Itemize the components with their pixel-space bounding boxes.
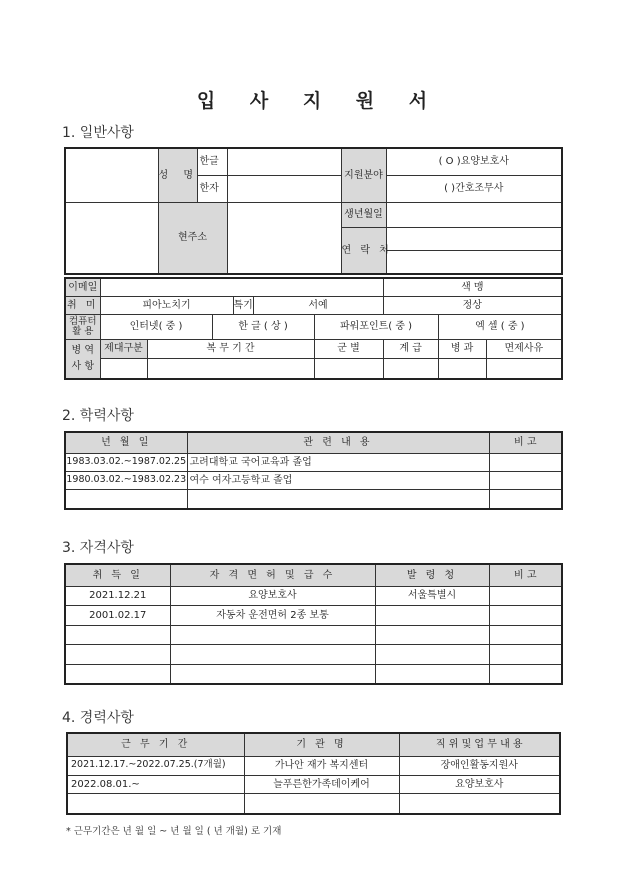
color-vision-label: 색 맹: [383, 278, 562, 296]
license-row-1-date[interactable]: 2021.12.21: [65, 586, 170, 605]
computer-skills-label: 컴퓨터 활 용: [65, 314, 100, 339]
career-header-org: 기 관 명: [244, 733, 399, 756]
license-row-4-remarks[interactable]: [489, 644, 562, 664]
section-title-general: 1. 일반사항: [62, 125, 134, 141]
education-row-2-remarks[interactable]: [489, 471, 562, 489]
license-row-3-issuer[interactable]: [375, 625, 489, 644]
apply-field-label: 지원분야: [341, 148, 386, 202]
license-row-2-remarks[interactable]: [489, 605, 562, 625]
apply-option-caregiver[interactable]: ( O )요양보호사: [386, 148, 562, 175]
license-row-3-date[interactable]: [65, 625, 170, 644]
skill-value[interactable]: 서예: [253, 296, 383, 314]
license-row-5-name[interactable]: [170, 664, 375, 684]
education-row-3-content[interactable]: [187, 489, 489, 509]
hanja-label: 한자: [197, 175, 227, 202]
education-row-1-content[interactable]: 고려대학교 국어교육과 졸업: [187, 453, 489, 471]
excel-skill[interactable]: 엑 셀 ( 중 ): [438, 314, 562, 339]
contact-label: 연 락 처: [341, 227, 386, 274]
section-title-career: 4. 경력사항: [62, 710, 134, 726]
education-header-date: 년 월 일: [65, 432, 187, 453]
license-row-1-remarks[interactable]: [489, 586, 562, 605]
license-row-4-date[interactable]: [65, 644, 170, 664]
military-header-rank: 계 급: [383, 339, 438, 358]
email-label: 이메일: [65, 278, 100, 296]
photo-box[interactable]: [65, 148, 158, 202]
contact-field-1[interactable]: [386, 227, 562, 250]
education-row-2-date[interactable]: 1980.03.02.~1983.02.23: [65, 471, 187, 489]
career-row-2-period[interactable]: 2022.08.01.~: [67, 775, 244, 793]
photo-box-lower: [65, 202, 158, 274]
career-row-3-period[interactable]: [67, 793, 244, 814]
license-row-5-date[interactable]: [65, 664, 170, 684]
license-row-3-name[interactable]: [170, 625, 375, 644]
powerpoint-skill[interactable]: 파워포인트( 중 ): [314, 314, 438, 339]
email-field[interactable]: [100, 278, 383, 296]
apply-option-nurse-aide[interactable]: ( )간호조무사: [386, 175, 562, 202]
hangul-name-field[interactable]: [227, 148, 341, 175]
section-title-education: 2. 학력사항: [62, 408, 134, 424]
license-header-issuer: 발 령 청: [375, 564, 489, 586]
military-branch-field[interactable]: [314, 358, 383, 379]
license-header-remarks: 비 고: [489, 564, 562, 586]
career-header-period: 근 무 기 간: [67, 733, 244, 756]
license-row-5-issuer[interactable]: [375, 664, 489, 684]
license-header-name: 자 격 면 허 및 급 수: [170, 564, 375, 586]
military-header-discharge: 제대구분: [100, 339, 147, 358]
license-table: [64, 563, 563, 685]
license-row-2-issuer[interactable]: [375, 605, 489, 625]
education-row-1-remarks[interactable]: [489, 453, 562, 471]
career-header-duty: 직 위 및 업 무 내 용: [399, 733, 560, 756]
military-header-branch: 군 별: [314, 339, 383, 358]
career-row-2-duty[interactable]: 요양보호사: [399, 775, 560, 793]
license-row-3-remarks[interactable]: [489, 625, 562, 644]
birth-label: 생년월일: [341, 202, 386, 227]
hangul-word-skill[interactable]: 한 글 ( 상 ): [212, 314, 314, 339]
career-table: [66, 732, 561, 815]
section-title-license: 3. 자격사항: [62, 540, 134, 556]
education-row-2-content[interactable]: 여수 여자고등학교 졸업: [187, 471, 489, 489]
license-row-4-issuer[interactable]: [375, 644, 489, 664]
military-label: 병 역 사 항: [65, 339, 100, 379]
career-row-1-period[interactable]: 2021.12.17.~2022.07.25.(7개월): [67, 756, 244, 775]
career-footnote: * 근무기간은 년 월 일 ~ 년 월 일 ( 년 개월) 로 기재: [66, 826, 282, 837]
career-row-1-duty[interactable]: 장애인활동지원사: [399, 756, 560, 775]
hangul-label: 한글: [197, 148, 227, 175]
license-row-5-remarks[interactable]: [489, 664, 562, 684]
military-header-exemption: 면제사유: [486, 339, 562, 358]
birth-field[interactable]: [386, 202, 562, 227]
military-header-specialty: 병 과: [438, 339, 486, 358]
education-header-remarks: 비 고: [489, 432, 562, 453]
internet-skill[interactable]: 인터넷( 중 ): [100, 314, 212, 339]
license-row-4-name[interactable]: [170, 644, 375, 664]
license-header-date: 취 득 일: [65, 564, 170, 586]
address-field[interactable]: [227, 202, 341, 274]
hobby-label: 취 미: [65, 296, 100, 314]
military-rank-field[interactable]: [383, 358, 438, 379]
military-discharge-field[interactable]: [100, 358, 147, 379]
education-header-content: 관 련 내 용: [187, 432, 489, 453]
career-row-2-org[interactable]: 늘푸른한가족데이케어: [244, 775, 399, 793]
military-header-period: 복 무 기 간: [147, 339, 314, 358]
military-specialty-field[interactable]: [438, 358, 486, 379]
license-row-1-issuer[interactable]: 서울특별시: [375, 586, 489, 605]
hobby-value[interactable]: 피아노치기: [100, 296, 233, 314]
contact-field-2[interactable]: [386, 250, 562, 274]
career-row-3-duty[interactable]: [399, 793, 560, 814]
license-row-1-name[interactable]: 요양보호사: [170, 586, 375, 605]
address-label: 현주소: [158, 202, 227, 274]
page-title: 입 사 지 원 서: [196, 90, 442, 112]
name-label: 성 명: [158, 148, 197, 202]
education-table: [64, 431, 563, 510]
general-info-table: [64, 147, 563, 275]
hanja-name-field[interactable]: [227, 175, 341, 202]
education-row-3-date[interactable]: [65, 489, 187, 509]
military-exemption-field[interactable]: [486, 358, 562, 379]
skill-label: 특기: [233, 296, 253, 314]
military-period-field[interactable]: [147, 358, 314, 379]
education-row-1-date[interactable]: 1983.03.02.~1987.02.25: [65, 453, 187, 471]
color-vision-value[interactable]: 정상: [383, 296, 562, 314]
license-row-2-name[interactable]: 자동차 운전면허 2종 보통: [170, 605, 375, 625]
career-row-1-org[interactable]: 가나안 재가 복지센터: [244, 756, 399, 775]
career-row-3-org[interactable]: [244, 793, 399, 814]
education-row-3-remarks[interactable]: [489, 489, 562, 509]
personal-details-table: [64, 277, 563, 380]
license-row-2-date[interactable]: 2001.02.17: [65, 605, 170, 625]
